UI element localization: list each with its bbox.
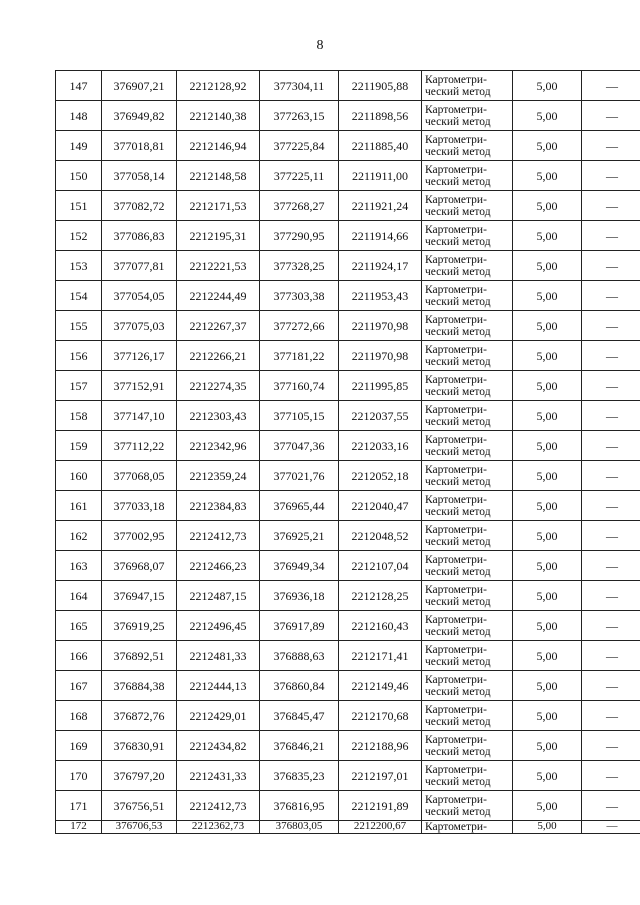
method-line-1: Картометри- <box>425 793 487 806</box>
method-cell <box>422 701 513 731</box>
point-number-cell: 149 <box>56 131 102 161</box>
x2-coordinate-cell: 377328,25 <box>260 251 339 281</box>
remark-cell: — <box>582 221 640 251</box>
y2-coordinate-cell: 2212197,01 <box>339 761 422 791</box>
x1-coordinate-cell: 377086,83 <box>102 221 177 251</box>
method-line-1: Картометри- <box>425 193 487 206</box>
y1-coordinate-cell: 2212487,15 <box>177 581 260 611</box>
x2-coordinate-cell: 376845,47 <box>260 701 339 731</box>
y1-coordinate-cell: 2212431,33 <box>177 761 260 791</box>
method-cell <box>422 191 513 221</box>
remark-cell: — <box>582 731 640 761</box>
table-row <box>56 341 640 371</box>
accuracy-cell: 5,00 <box>513 701 582 731</box>
accuracy-cell: 5,00 <box>513 491 582 521</box>
x1-coordinate-cell: 376830,91 <box>102 731 177 761</box>
method-line-1: Картометри- <box>425 643 487 656</box>
point-number-cell: 168 <box>56 701 102 731</box>
y2-coordinate-cell: 2211898,56 <box>339 101 422 131</box>
y2-coordinate-cell: 2211970,98 <box>339 311 422 341</box>
table-row <box>56 401 640 431</box>
x2-coordinate-cell: 376846,21 <box>260 731 339 761</box>
method-cell <box>422 71 513 101</box>
accuracy-cell: 5,00 <box>513 191 582 221</box>
table-row <box>56 491 640 521</box>
x1-coordinate-cell: 377033,18 <box>102 491 177 521</box>
point-number-cell: 148 <box>56 101 102 131</box>
method-cell <box>422 641 513 671</box>
y1-coordinate-cell: 2212195,31 <box>177 221 260 251</box>
method-line-2: ческий метод <box>425 805 491 818</box>
method-line-1: Картометри- <box>425 613 487 626</box>
table-row <box>56 191 640 221</box>
x1-coordinate-cell: 376947,15 <box>102 581 177 611</box>
x1-coordinate-cell: 377112,22 <box>102 431 177 461</box>
accuracy-cell: 5,00 <box>513 371 582 401</box>
method-line-1: Картометри- <box>425 343 487 356</box>
x2-coordinate-cell: 377303,38 <box>260 281 339 311</box>
y2-coordinate-cell: 2212107,04 <box>339 551 422 581</box>
method-line-2: ческий метод <box>425 715 491 728</box>
y2-coordinate-cell: 2212052,18 <box>339 461 422 491</box>
method-cell <box>422 401 513 431</box>
method-line-1: Картометри- <box>425 163 487 176</box>
method-line-1: Картометри- <box>425 373 487 386</box>
method-cell <box>422 341 513 371</box>
point-number-cell: 164 <box>56 581 102 611</box>
x1-coordinate-cell: 377075,03 <box>102 311 177 341</box>
y1-coordinate-cell: 2212384,83 <box>177 491 260 521</box>
x1-coordinate-cell: 377002,95 <box>102 521 177 551</box>
table-row <box>56 791 640 821</box>
y1-coordinate-cell: 2212429,01 <box>177 701 260 731</box>
method-line-1: Картометри- <box>425 463 487 476</box>
method-line-1: Картометри- <box>425 703 487 716</box>
x1-coordinate-cell: 376968,07 <box>102 551 177 581</box>
x1-coordinate-cell: 376706,53 <box>102 821 177 834</box>
table-row <box>56 611 640 641</box>
accuracy-cell: 5,00 <box>513 731 582 761</box>
remark-cell: — <box>582 821 640 834</box>
method-line-2: ческий метод <box>425 415 491 428</box>
y1-coordinate-cell: 2212266,21 <box>177 341 260 371</box>
method-line-2: ческий метод <box>425 115 491 128</box>
method-cell <box>422 761 513 791</box>
x2-coordinate-cell: 376803,05 <box>260 821 339 834</box>
y2-coordinate-cell: 2212048,52 <box>339 521 422 551</box>
remark-cell: — <box>582 671 640 701</box>
x1-coordinate-cell: 377054,05 <box>102 281 177 311</box>
method-line-2: ческий метод <box>425 205 491 218</box>
table-row <box>56 731 640 761</box>
point-number-cell: 166 <box>56 641 102 671</box>
accuracy-cell: 5,00 <box>513 431 582 461</box>
table-row <box>56 761 640 791</box>
y1-coordinate-cell: 2212496,45 <box>177 611 260 641</box>
method-line-2: ческий метод <box>425 85 491 98</box>
x2-coordinate-cell: 376860,84 <box>260 671 339 701</box>
method-line-1: Картометри- <box>425 313 487 326</box>
x2-coordinate-cell: 377304,11 <box>260 71 339 101</box>
remark-cell: — <box>582 431 640 461</box>
point-number-cell: 171 <box>56 791 102 821</box>
x2-coordinate-cell: 376925,21 <box>260 521 339 551</box>
x1-coordinate-cell: 377126,17 <box>102 341 177 371</box>
y1-coordinate-cell: 2212342,96 <box>177 431 260 461</box>
x2-coordinate-cell: 376936,18 <box>260 581 339 611</box>
y1-coordinate-cell: 2212481,33 <box>177 641 260 671</box>
method-cell <box>422 251 513 281</box>
x1-coordinate-cell: 376797,20 <box>102 761 177 791</box>
method-line-1: Картометри- <box>425 553 487 566</box>
remark-cell: — <box>582 101 640 131</box>
y1-coordinate-cell: 2212412,73 <box>177 521 260 551</box>
accuracy-cell: 5,00 <box>513 311 582 341</box>
accuracy-cell: 5,00 <box>513 791 582 821</box>
table-row <box>56 131 640 161</box>
method-cell <box>422 611 513 641</box>
x2-coordinate-cell: 377290,95 <box>260 221 339 251</box>
method-cell <box>422 551 513 581</box>
remark-cell: — <box>582 641 640 671</box>
method-line-1: Картометри- <box>425 73 487 86</box>
method-line-1: Картометри- <box>425 403 487 416</box>
remark-cell: — <box>582 131 640 161</box>
method-line-2: ческий метод <box>425 595 491 608</box>
y2-coordinate-cell: 2211911,00 <box>339 161 422 191</box>
method-cell <box>422 791 513 821</box>
method-line-2: ческий метод <box>425 475 491 488</box>
method-line-1: Картометри- <box>425 821 487 833</box>
y2-coordinate-cell: 2212188,96 <box>339 731 422 761</box>
method-cell <box>422 821 513 834</box>
point-number-cell: 163 <box>56 551 102 581</box>
x2-coordinate-cell: 376965,44 <box>260 491 339 521</box>
coordinates-table-body <box>56 71 640 834</box>
method-cell <box>422 491 513 521</box>
point-number-cell: 160 <box>56 461 102 491</box>
y1-coordinate-cell: 2212362,73 <box>177 821 260 834</box>
method-cell <box>422 461 513 491</box>
method-line-2: ческий метод <box>425 295 491 308</box>
accuracy-cell: 5,00 <box>513 671 582 701</box>
method-line-2: ческий метод <box>425 685 491 698</box>
point-number-cell: 170 <box>56 761 102 791</box>
y2-coordinate-cell: 2212171,41 <box>339 641 422 671</box>
table-row <box>56 311 640 341</box>
x1-coordinate-cell: 377147,10 <box>102 401 177 431</box>
accuracy-cell: 5,00 <box>513 611 582 641</box>
method-line-2: ческий метод <box>425 565 491 578</box>
method-line-2: ческий метод <box>425 145 491 158</box>
remark-cell: — <box>582 791 640 821</box>
x2-coordinate-cell: 376835,23 <box>260 761 339 791</box>
y1-coordinate-cell: 2212221,53 <box>177 251 260 281</box>
method-line-1: Картометри- <box>425 283 487 296</box>
y2-coordinate-cell: 2211995,85 <box>339 371 422 401</box>
method-cell <box>422 521 513 551</box>
y2-coordinate-cell: 2211921,24 <box>339 191 422 221</box>
x2-coordinate-cell: 377268,27 <box>260 191 339 221</box>
x1-coordinate-cell: 377018,81 <box>102 131 177 161</box>
method-line-2: ческий метод <box>425 655 491 668</box>
method-line-2: ческий метод <box>425 325 491 338</box>
method-line-2: ческий метод <box>425 625 491 638</box>
y2-coordinate-cell: 2211924,17 <box>339 251 422 281</box>
accuracy-cell: 5,00 <box>513 281 582 311</box>
point-number-cell: 152 <box>56 221 102 251</box>
accuracy-cell: 5,00 <box>513 461 582 491</box>
remark-cell: — <box>582 401 640 431</box>
point-number-cell: 153 <box>56 251 102 281</box>
x2-coordinate-cell: 377181,22 <box>260 341 339 371</box>
method-cell <box>422 101 513 131</box>
method-line-2: ческий метод <box>425 235 491 248</box>
table-row <box>56 551 640 581</box>
method-line-2: ческий метод <box>425 505 491 518</box>
point-number-cell: 154 <box>56 281 102 311</box>
y2-coordinate-cell: 2212033,16 <box>339 431 422 461</box>
x2-coordinate-cell: 377225,11 <box>260 161 339 191</box>
x1-coordinate-cell: 376756,51 <box>102 791 177 821</box>
remark-cell: — <box>582 581 640 611</box>
x2-coordinate-cell: 377021,76 <box>260 461 339 491</box>
method-line-1: Картометри- <box>425 103 487 116</box>
method-cell <box>422 431 513 461</box>
table-row <box>56 251 640 281</box>
point-number-cell: 150 <box>56 161 102 191</box>
table-row <box>56 701 640 731</box>
x1-coordinate-cell: 376884,38 <box>102 671 177 701</box>
point-number-cell: 162 <box>56 521 102 551</box>
remark-cell: — <box>582 371 640 401</box>
point-number-cell: 157 <box>56 371 102 401</box>
table-row <box>56 821 640 834</box>
method-cell <box>422 131 513 161</box>
point-number-cell: 159 <box>56 431 102 461</box>
method-cell <box>422 371 513 401</box>
point-number-cell: 147 <box>56 71 102 101</box>
table-row <box>56 101 640 131</box>
x2-coordinate-cell: 376949,34 <box>260 551 339 581</box>
x2-coordinate-cell: 377225,84 <box>260 131 339 161</box>
remark-cell: — <box>582 551 640 581</box>
x1-coordinate-cell: 376919,25 <box>102 611 177 641</box>
remark-cell: — <box>582 491 640 521</box>
point-number-cell: 156 <box>56 341 102 371</box>
method-line-2: ческий метод <box>425 385 491 398</box>
y2-coordinate-cell: 2212170,68 <box>339 701 422 731</box>
method-cell <box>422 581 513 611</box>
y2-coordinate-cell: 2212200,67 <box>339 821 422 834</box>
table-row <box>56 521 640 551</box>
method-cell <box>422 671 513 701</box>
y1-coordinate-cell: 2212267,37 <box>177 311 260 341</box>
method-line-1: Картометри- <box>425 523 487 536</box>
x1-coordinate-cell: 376872,76 <box>102 701 177 731</box>
y1-coordinate-cell: 2212244,49 <box>177 281 260 311</box>
x1-coordinate-cell: 376907,21 <box>102 71 177 101</box>
method-line-2: ческий метод <box>425 745 491 758</box>
x2-coordinate-cell: 377105,15 <box>260 401 339 431</box>
accuracy-cell: 5,00 <box>513 71 582 101</box>
accuracy-cell: 5,00 <box>513 641 582 671</box>
point-number-cell: 167 <box>56 671 102 701</box>
y2-coordinate-cell: 2212160,43 <box>339 611 422 641</box>
point-number-cell: 158 <box>56 401 102 431</box>
y2-coordinate-cell: 2211953,43 <box>339 281 422 311</box>
x2-coordinate-cell: 377263,15 <box>260 101 339 131</box>
y1-coordinate-cell: 2212148,58 <box>177 161 260 191</box>
y1-coordinate-cell: 2212466,23 <box>177 551 260 581</box>
method-line-2: ческий метод <box>425 355 491 368</box>
x1-coordinate-cell: 377082,72 <box>102 191 177 221</box>
method-line-1: Картометри- <box>425 583 487 596</box>
point-number-cell: 155 <box>56 311 102 341</box>
point-number-cell: 169 <box>56 731 102 761</box>
y1-coordinate-cell: 2212274,35 <box>177 371 260 401</box>
x1-coordinate-cell: 376949,82 <box>102 101 177 131</box>
table-row <box>56 371 640 401</box>
accuracy-cell: 5,00 <box>513 341 582 371</box>
table-row <box>56 581 640 611</box>
accuracy-cell: 5,00 <box>513 101 582 131</box>
point-number-cell: 172 <box>56 821 102 834</box>
accuracy-cell: 5,00 <box>513 161 582 191</box>
point-number-cell: 161 <box>56 491 102 521</box>
table-row <box>56 671 640 701</box>
remark-cell: — <box>582 701 640 731</box>
method-cell <box>422 311 513 341</box>
method-line-2: ческий метод <box>425 175 491 188</box>
x2-coordinate-cell: 376816,95 <box>260 791 339 821</box>
y2-coordinate-cell: 2212128,25 <box>339 581 422 611</box>
remark-cell: — <box>582 71 640 101</box>
method-line-2: ческий метод <box>425 265 491 278</box>
x1-coordinate-cell: 377058,14 <box>102 161 177 191</box>
x1-coordinate-cell: 376892,51 <box>102 641 177 671</box>
remark-cell: — <box>582 611 640 641</box>
y2-coordinate-cell: 2212149,46 <box>339 671 422 701</box>
method-line-1: Картометри- <box>425 253 487 266</box>
method-line-1: Картометри- <box>425 733 487 746</box>
method-line-1: Картометри- <box>425 223 487 236</box>
method-line-1: Картометри- <box>425 763 487 776</box>
table-row <box>56 431 640 461</box>
accuracy-cell: 5,00 <box>513 401 582 431</box>
y1-coordinate-cell: 2212412,73 <box>177 791 260 821</box>
y1-coordinate-cell: 2212444,13 <box>177 671 260 701</box>
y2-coordinate-cell: 2212040,47 <box>339 491 422 521</box>
accuracy-cell: 5,00 <box>513 581 582 611</box>
y2-coordinate-cell: 2211914,66 <box>339 221 422 251</box>
y2-coordinate-cell: 2211905,88 <box>339 71 422 101</box>
x2-coordinate-cell: 376917,89 <box>260 611 339 641</box>
x1-coordinate-cell: 377152,91 <box>102 371 177 401</box>
y2-coordinate-cell: 2212037,55 <box>339 401 422 431</box>
accuracy-cell: 5,00 <box>513 761 582 791</box>
method-line-2: ческий метод <box>425 445 491 458</box>
table-row <box>56 221 640 251</box>
y1-coordinate-cell: 2212303,43 <box>177 401 260 431</box>
table-row <box>56 641 640 671</box>
remark-cell: — <box>582 341 640 371</box>
accuracy-cell: 5,00 <box>513 521 582 551</box>
y2-coordinate-cell: 2212191,89 <box>339 791 422 821</box>
method-line-2: ческий метод <box>425 775 491 788</box>
x2-coordinate-cell: 377160,74 <box>260 371 339 401</box>
method-line-1: Картометри- <box>425 433 487 446</box>
accuracy-cell: 5,00 <box>513 251 582 281</box>
remark-cell: — <box>582 281 640 311</box>
table-row <box>56 281 640 311</box>
y1-coordinate-cell: 2212171,53 <box>177 191 260 221</box>
method-line-1: Картометри- <box>425 133 487 146</box>
method-line-2: ческий метод <box>425 535 491 548</box>
table-row <box>56 461 640 491</box>
accuracy-cell: 5,00 <box>513 131 582 161</box>
y1-coordinate-cell: 2212140,38 <box>177 101 260 131</box>
accuracy-cell: 5,00 <box>513 821 582 834</box>
method-cell <box>422 221 513 251</box>
page-number: 8 <box>316 38 324 53</box>
x2-coordinate-cell: 376888,63 <box>260 641 339 671</box>
y2-coordinate-cell: 2211970,98 <box>339 341 422 371</box>
point-number-cell: 151 <box>56 191 102 221</box>
y2-coordinate-cell: 2211885,40 <box>339 131 422 161</box>
remark-cell: — <box>582 191 640 221</box>
y1-coordinate-cell: 2212128,92 <box>177 71 260 101</box>
x1-coordinate-cell: 377077,81 <box>102 251 177 281</box>
x1-coordinate-cell: 377068,05 <box>102 461 177 491</box>
method-cell <box>422 281 513 311</box>
remark-cell: — <box>582 161 640 191</box>
remark-cell: — <box>582 461 640 491</box>
method-line-1: Картометри- <box>425 493 487 506</box>
remark-cell: — <box>582 251 640 281</box>
remark-cell: — <box>582 521 640 551</box>
y1-coordinate-cell: 2212434,82 <box>177 731 260 761</box>
table-row <box>56 71 640 101</box>
point-number-cell: 165 <box>56 611 102 641</box>
x2-coordinate-cell: 377272,66 <box>260 311 339 341</box>
method-cell <box>422 161 513 191</box>
x2-coordinate-cell: 377047,36 <box>260 431 339 461</box>
table-row <box>56 161 640 191</box>
method-line-1: Картометри- <box>425 673 487 686</box>
y1-coordinate-cell: 2212359,24 <box>177 461 260 491</box>
y1-coordinate-cell: 2212146,94 <box>177 131 260 161</box>
method-cell <box>422 731 513 761</box>
accuracy-cell: 5,00 <box>513 551 582 581</box>
remark-cell: — <box>582 311 640 341</box>
coordinates-table <box>55 70 640 834</box>
remark-cell: — <box>582 761 640 791</box>
accuracy-cell: 5,00 <box>513 221 582 251</box>
